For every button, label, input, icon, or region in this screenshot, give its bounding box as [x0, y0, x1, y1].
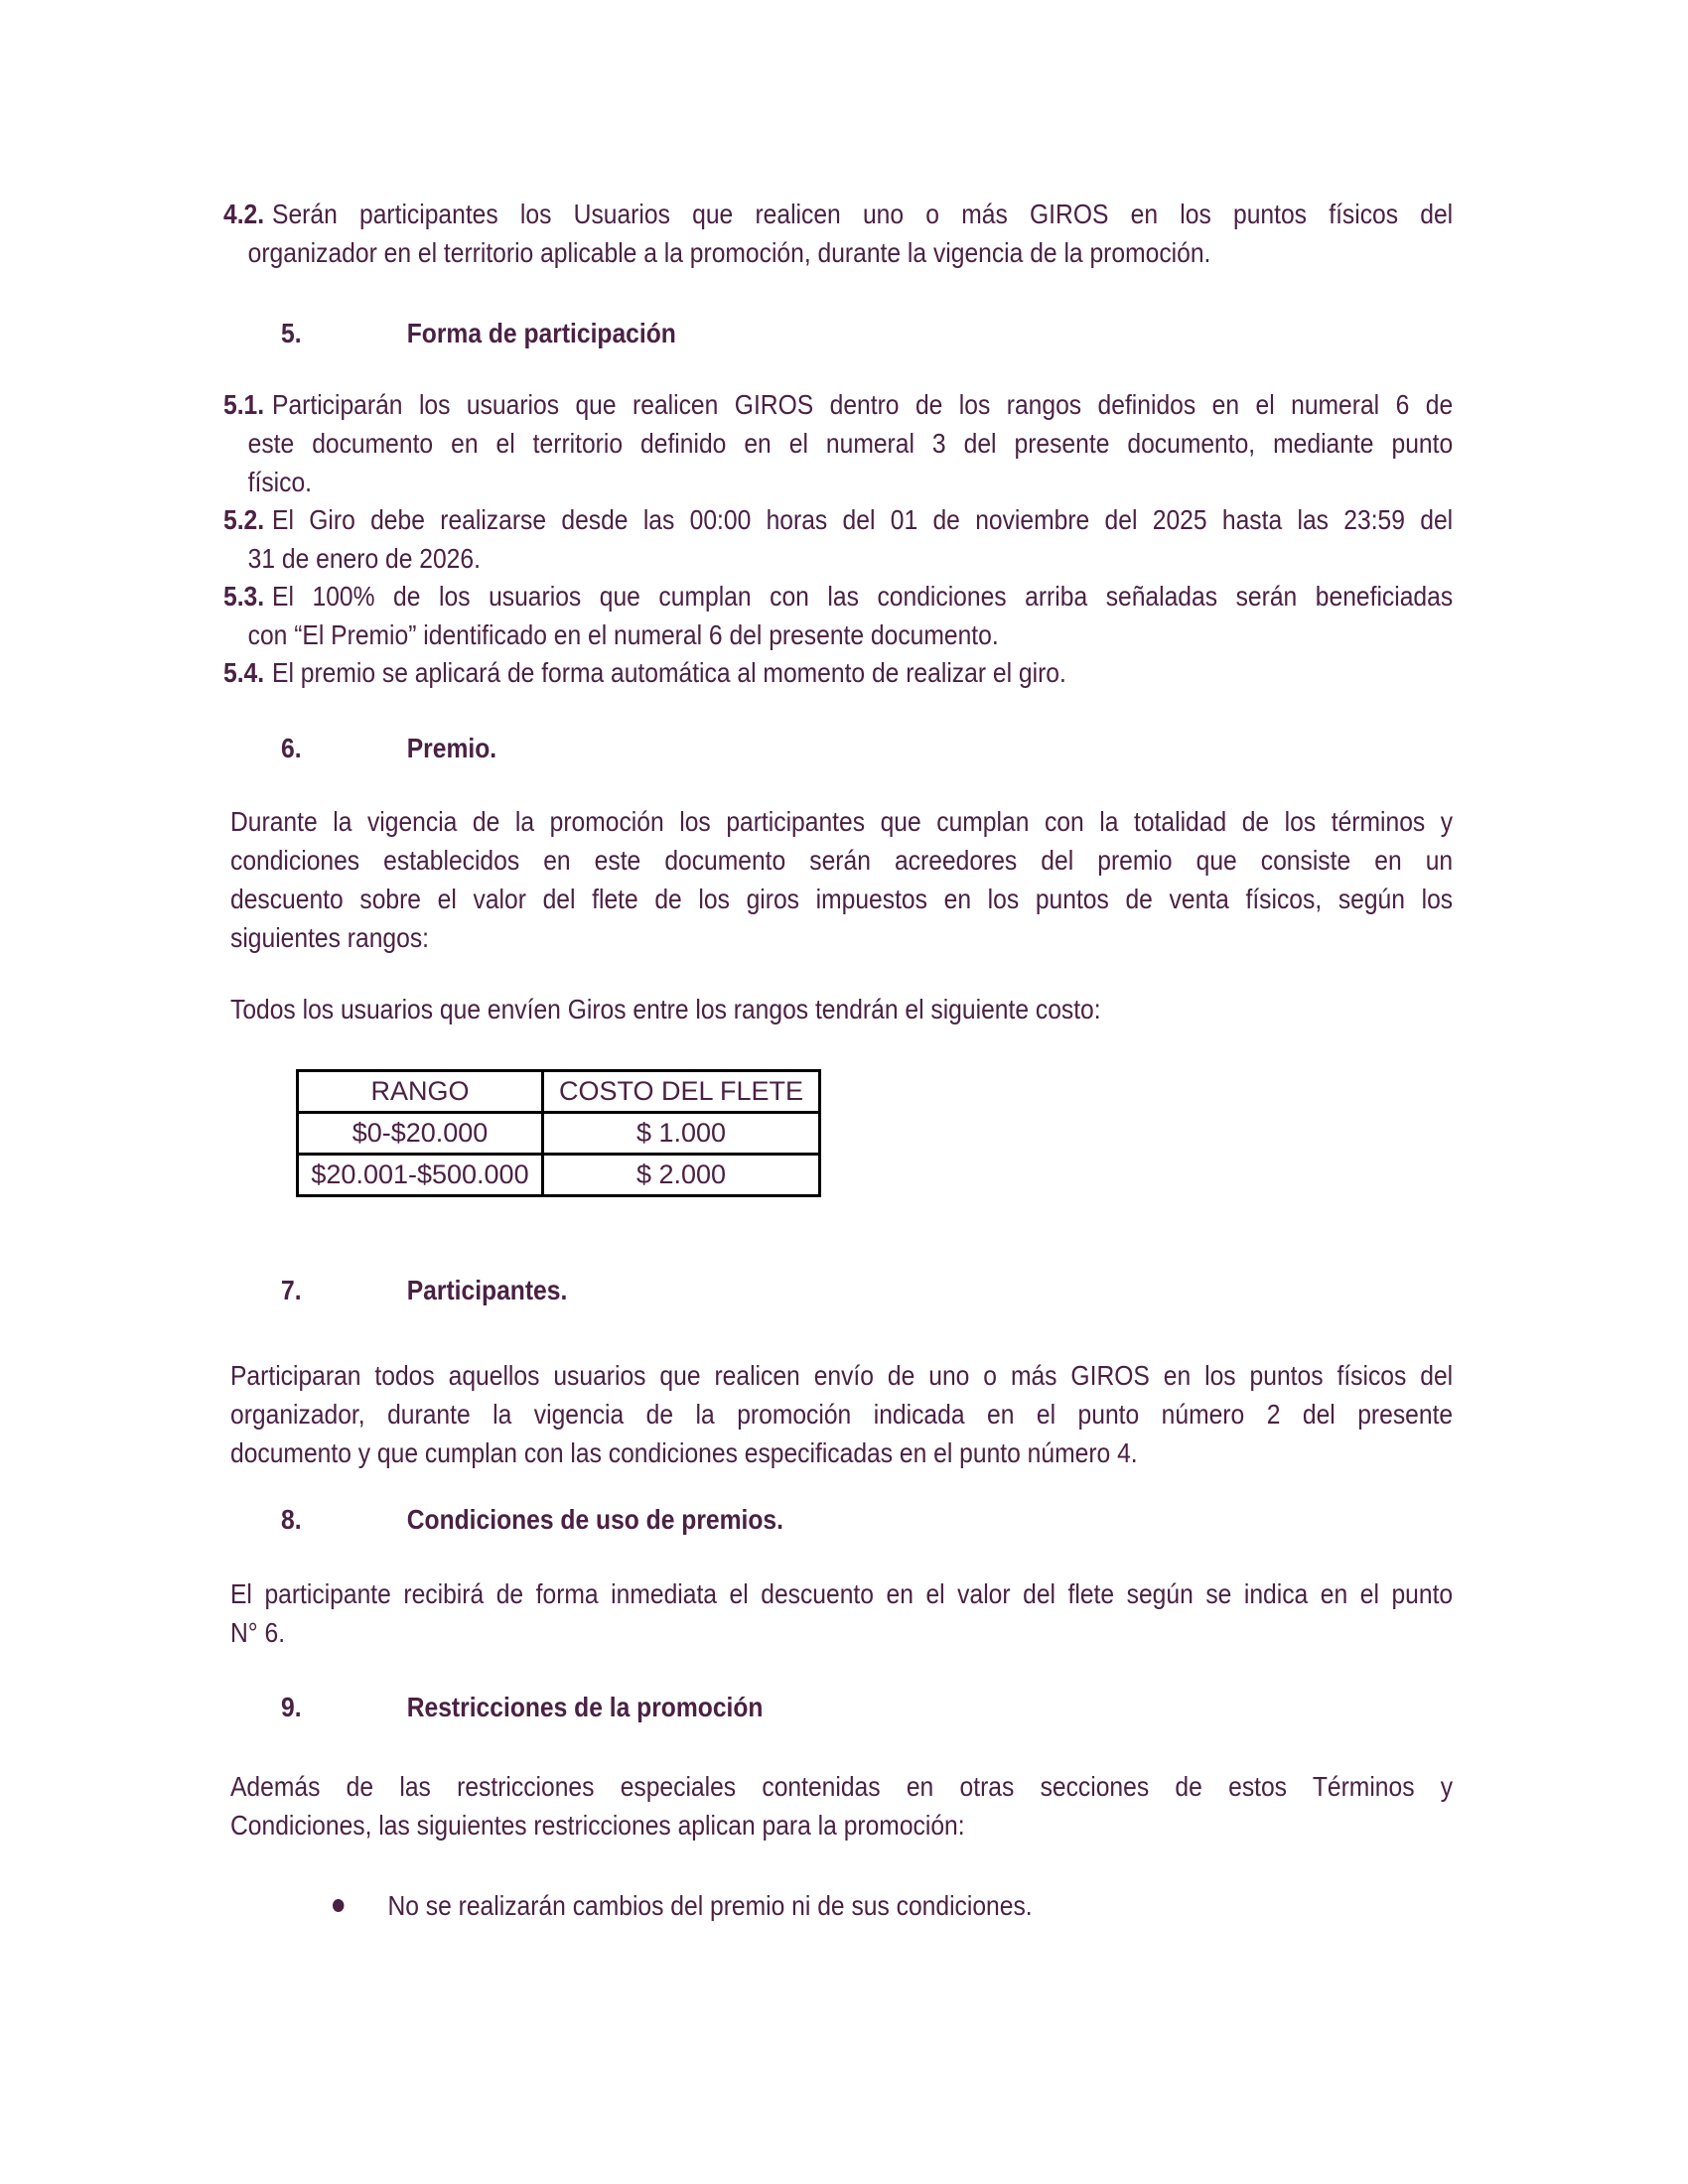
text-line: Durante la vigencia de la promoción los participantes que cumplan con la totalidad de los términos y	[230, 806, 1454, 837]
paragraph-participantes	[230, 1356, 1453, 1472]
text-line: Todos los usuarios que envíen Giros entre los rangos tendrán el siguiente costo:	[230, 994, 1101, 1024]
text-line: Además de las restricciones especiales contenidas en otras secciones de estos Términos y	[230, 1771, 1454, 1802]
section-number: 9.	[281, 1692, 302, 1722]
section-number: 5.	[281, 318, 302, 348]
list-item-5-4	[223, 653, 1453, 692]
text-line: 4.2. Serán participantes los Usuarios que realicen uno o más GIROS en los puntos físicos del	[223, 199, 1454, 229]
text-line: El participante recibirá de forma inmediata el descuento en el valor del flete según se indica en el punto	[230, 1578, 1454, 1609]
table-header-cell: RANGO	[298, 1071, 543, 1113]
bullet-icon	[333, 1899, 344, 1912]
list-item-4-2	[223, 195, 1453, 272]
paragraph-restricciones	[230, 1767, 1453, 1844]
section-title: Condiciones de uso de premios.	[406, 1504, 783, 1535]
list-item-5-3	[223, 577, 1453, 654]
text-line: 5.2. El Giro debe realizarse desde las 00:00 horas del 01 de noviembre del 2025 hasta las 23:59 del	[223, 504, 1454, 535]
section-number: 6.	[281, 733, 302, 763]
text-line: descuento sobre el valor del flete de los giros impuestos en los puntos de venta físicos, según los	[230, 884, 1454, 914]
list-number: 5.1.	[223, 389, 265, 420]
text-line: con “El Premio” identificado en el numeral 6 del presente documento.	[247, 619, 999, 650]
text-line: 5.3. El 100% de los usuarios que cumplan con las condiciones arriba señaladas serán beneficiadas	[223, 581, 1454, 612]
list-number: 5.3.	[223, 581, 265, 612]
section-title: Premio.	[406, 733, 497, 763]
section-heading-8	[281, 1500, 783, 1540]
text-line: 5.1. Participarán los usuarios que realicen GIROS dentro de los rangos definidos en el numeral 6 de	[223, 389, 1454, 420]
section-title: Restricciones de la promoción	[406, 1692, 764, 1722]
text-line: Participaran todos aquellos usuarios que realicen envío de uno o más GIROS en los puntos físicos del	[230, 1360, 1454, 1391]
text-line: 5.4. El premio se aplicará de forma automática al momento de realizar el giro.	[223, 657, 1066, 688]
text-line: siguientes rangos:	[230, 922, 429, 953]
section-heading-9	[281, 1688, 763, 1727]
text-line: organizador, durante la vigencia de la promoción indicada en el punto número 2 del presente	[230, 1399, 1454, 1430]
table-header-row	[298, 1071, 820, 1113]
text-line: físico.	[247, 467, 313, 497]
bullet-text: No se realizarán cambios del premio ni de sus condiciones.	[387, 1890, 1033, 1921]
text-line: organizador en el territorio aplicable a la promoción, durante la vigencia de la promoción.	[247, 237, 1211, 268]
text-line: Condiciones, las siguientes restricciones aplican para la promoción:	[230, 1810, 965, 1841]
table-cell: $0-$20.000	[298, 1113, 543, 1155]
section-title: Forma de participación	[406, 318, 676, 348]
list-item-5-2	[223, 500, 1453, 578]
section-heading-7	[281, 1271, 567, 1310]
table-header-cell: COSTO DEL FLETE	[543, 1071, 820, 1113]
list-number: 4.2.	[223, 199, 265, 229]
list-number: 5.4.	[223, 657, 265, 688]
text-line: N° 6.	[230, 1617, 286, 1648]
section-heading-5	[281, 314, 676, 353]
table-cell: $ 1.000	[543, 1113, 820, 1155]
list-number: 5.2.	[223, 504, 265, 535]
table-row	[298, 1113, 820, 1155]
paragraph-condiciones	[230, 1574, 1453, 1652]
table-cell: $ 2.000	[543, 1155, 820, 1196]
section-number: 8.	[281, 1504, 302, 1535]
paragraph-todos	[230, 990, 1453, 1028]
section-title: Participantes.	[406, 1275, 568, 1305]
bullet-item	[333, 1886, 1453, 1925]
text-line: documento y que cumplan con las condiciones especificadas en el punto número 4.	[230, 1437, 1138, 1468]
text-line: 31 de enero de 2026.	[247, 543, 481, 574]
section-number: 7.	[281, 1275, 302, 1305]
table-cell: $20.001-$500.000	[298, 1155, 543, 1196]
section-heading-6	[281, 729, 496, 768]
paragraph-premio	[230, 802, 1453, 957]
table-row	[298, 1155, 820, 1196]
list-item-5-1	[223, 385, 1453, 501]
text-line: condiciones establecidos en este documento serán acreedores del premio que consiste en un	[230, 845, 1454, 876]
flete-cost-table	[296, 1069, 821, 1197]
text-line: este documento en el territorio definido en el numeral 3 del presente documento, mediante punto	[247, 428, 1454, 459]
